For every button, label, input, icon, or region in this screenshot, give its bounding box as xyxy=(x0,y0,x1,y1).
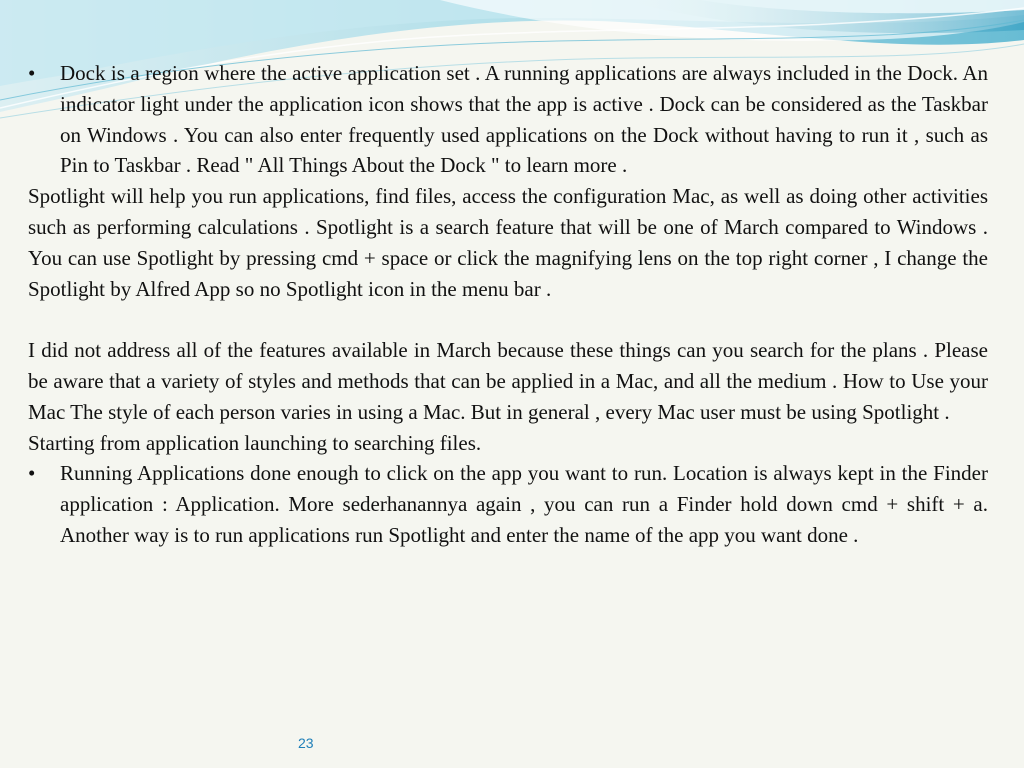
bullet-dock: • Dock is a region where the active application set . A running applications are always included in the Dock. An indicator light under the application icon shows that the app is active . Dock can be considered as the Taskbar on Windows . You can also enter frequently used applications on the Dock without having to run it , such as Pin to Taskbar . Read " All Things About the Dock " to learn more . xyxy=(28,58,988,181)
bullet-running-applications: • Running Applications done enough to click on the app you want to run. Location is always kept in the Finder application : Application. More sederhanannya again , you can run a Finder hold down cmd + shift + a. Another way is to run applications run Spotlight and enter the name of the app you want done . xyxy=(28,458,988,550)
paragraph-starting: Starting from application launching to searching files. xyxy=(28,430,482,455)
paragraph-features: I did not address all of the features available in March because these things can you search for the plans . Please be aware that a variety of styles and methods that can be applied in a Mac, and all the medium . How to Use your Mac The style of each person varies in using a Mac. But in general , every Mac user must be using Spotlight . xyxy=(28,338,988,424)
spacer xyxy=(28,304,988,335)
slide-body xyxy=(28,58,988,551)
paragraph-spotlight: Spotlight will help you run applications, find files, access the configuration Mac, as well as doing other activities such as performing calculations . Spotlight is a search feature that will be one of March compared to Windows . You can use Spotlight by pressing cmd + space or click the magnifying lens on the top right corner , I change the Spotlight by Alfred App so no Spotlight icon in the menu bar . xyxy=(28,184,988,301)
page-number: 23 xyxy=(298,735,314,751)
